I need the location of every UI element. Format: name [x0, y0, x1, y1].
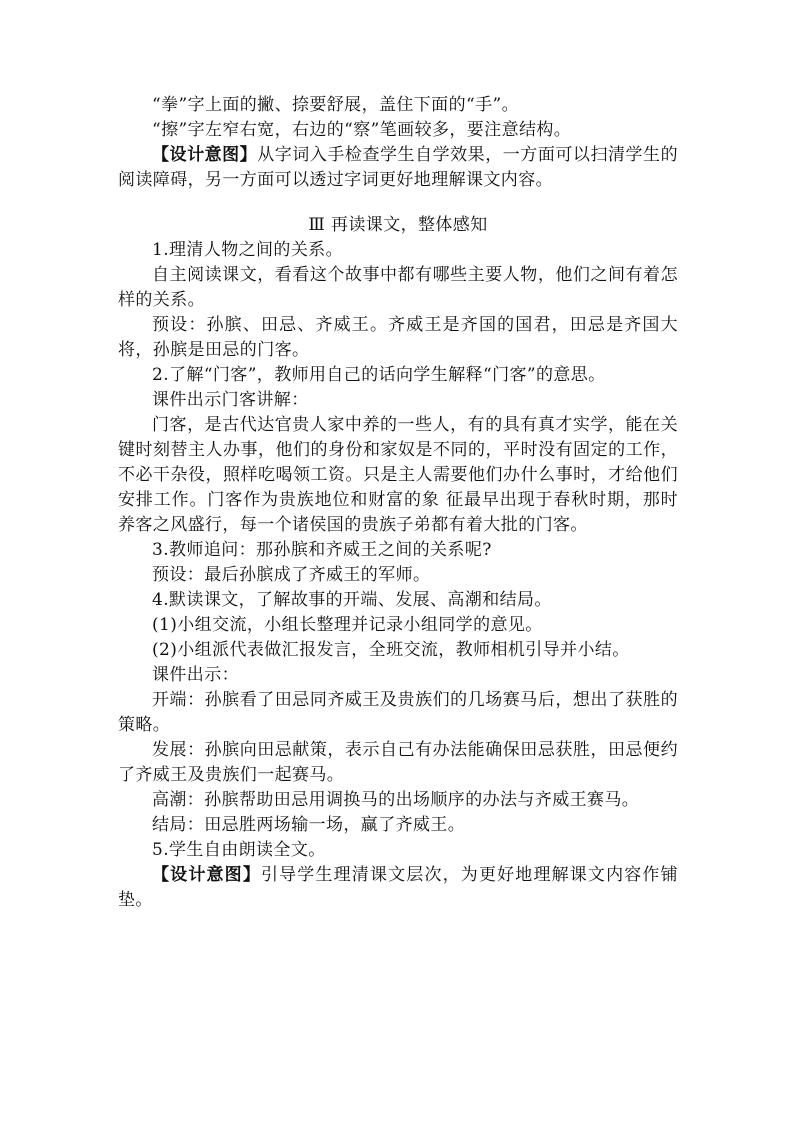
design-intent-text: 从字词入手检查学生自学效果，一方面可以扫清学生的阅读障碍，另一方面可以透过字词更好地理解课文内容。 [118, 145, 678, 190]
body-paragraph: 高潮：孙膑帮助田忌用调换马的出场顺序的办法与齐威王赛马。 [152, 790, 640, 810]
document-content [118, 93, 678, 913]
paragraph-quan-char: “拳”字上面的撇、捺要舒展，盖住下面的“手”。 [152, 95, 519, 115]
body-paragraph: 发展：孙膑向田忌献策，表示自己有办法能确保田忌获胜，田忌便约了齐威王及贵族们一起赛马。 [118, 740, 678, 785]
design-intent-1 [118, 143, 678, 193]
body-paragraph: 自主阅读课文，看看这个故事中都有哪些主要人物，他们之间有着怎样的关系。 [118, 265, 678, 310]
body-paragraph: 5.学生自由朗读全文。 [152, 840, 326, 860]
body-paragraph: 结局：田忌胜两场输一场，赢了齐威王。 [152, 815, 466, 835]
design-intent-label: 【设计意图】 [152, 865, 261, 885]
body-paragraph: (1)小组交流，小组长整理并记录小组同学的意见。 [152, 615, 543, 635]
body-paragraph: 2.了解“门客”，教师用自己的话向学生解释“门客”的意思。 [152, 365, 606, 385]
design-intent-text: 引导学生理清课文层次，为更好地理解课文内容作铺垫。 [118, 865, 678, 910]
section-title: Ⅲ 再读课文，整体感知 [308, 215, 488, 235]
body-paragraph: 预设：最后孙膑成了齐威王的军师。 [152, 565, 431, 585]
body-paragraph: 课件出示： [152, 665, 239, 685]
design-intent-label: 【设计意图】 [152, 145, 258, 165]
body-paragraph: 4.默读课文，了解故事的开端、发展、高潮和结局。 [152, 590, 552, 610]
body-paragraph: (2)小组派代表做汇报发言，全班交流，教师相机引导并小结。 [152, 640, 630, 660]
body-paragraph: 开端：孙膑看了田忌同齐威王及贵族们的几场赛马后，想出了获胜的策略。 [118, 690, 678, 735]
body-paragraph: 门客，是古代达官贵人家中养的一些人，有的具有真才实学，能在关键时刻替主人办事，他们的身份和家奴是不同的，平时没有固定的工作，不必干杂役，照样吃喝领工资。只是主人需要他们办什么事时，才给他们安排工作。门客作为贵族地位和财富的象 征最早出现于春秋时期，那时养客之风盛行，每一个诸侯国的贵族子弟都有着大批的门客。 [118, 415, 678, 535]
body-paragraph: 预设：孙膑、田忌、齐威王。齐威王是齐国的国君，田忌是齐国大将，孙膑是田忌的门客。 [118, 315, 678, 360]
design-intent-2 [118, 863, 678, 913]
body-paragraph: 3.教师追问：那孙膑和齐威王之间的关系呢? [152, 540, 492, 560]
body-paragraph: 1.理清人物之间的关系。 [152, 240, 344, 260]
paragraph-ca-char: “擦”字左窄右宽，右边的“察”笔画较多，要注意结构。 [152, 120, 572, 140]
body-paragraph: 课件出示门客讲解： [152, 390, 309, 410]
